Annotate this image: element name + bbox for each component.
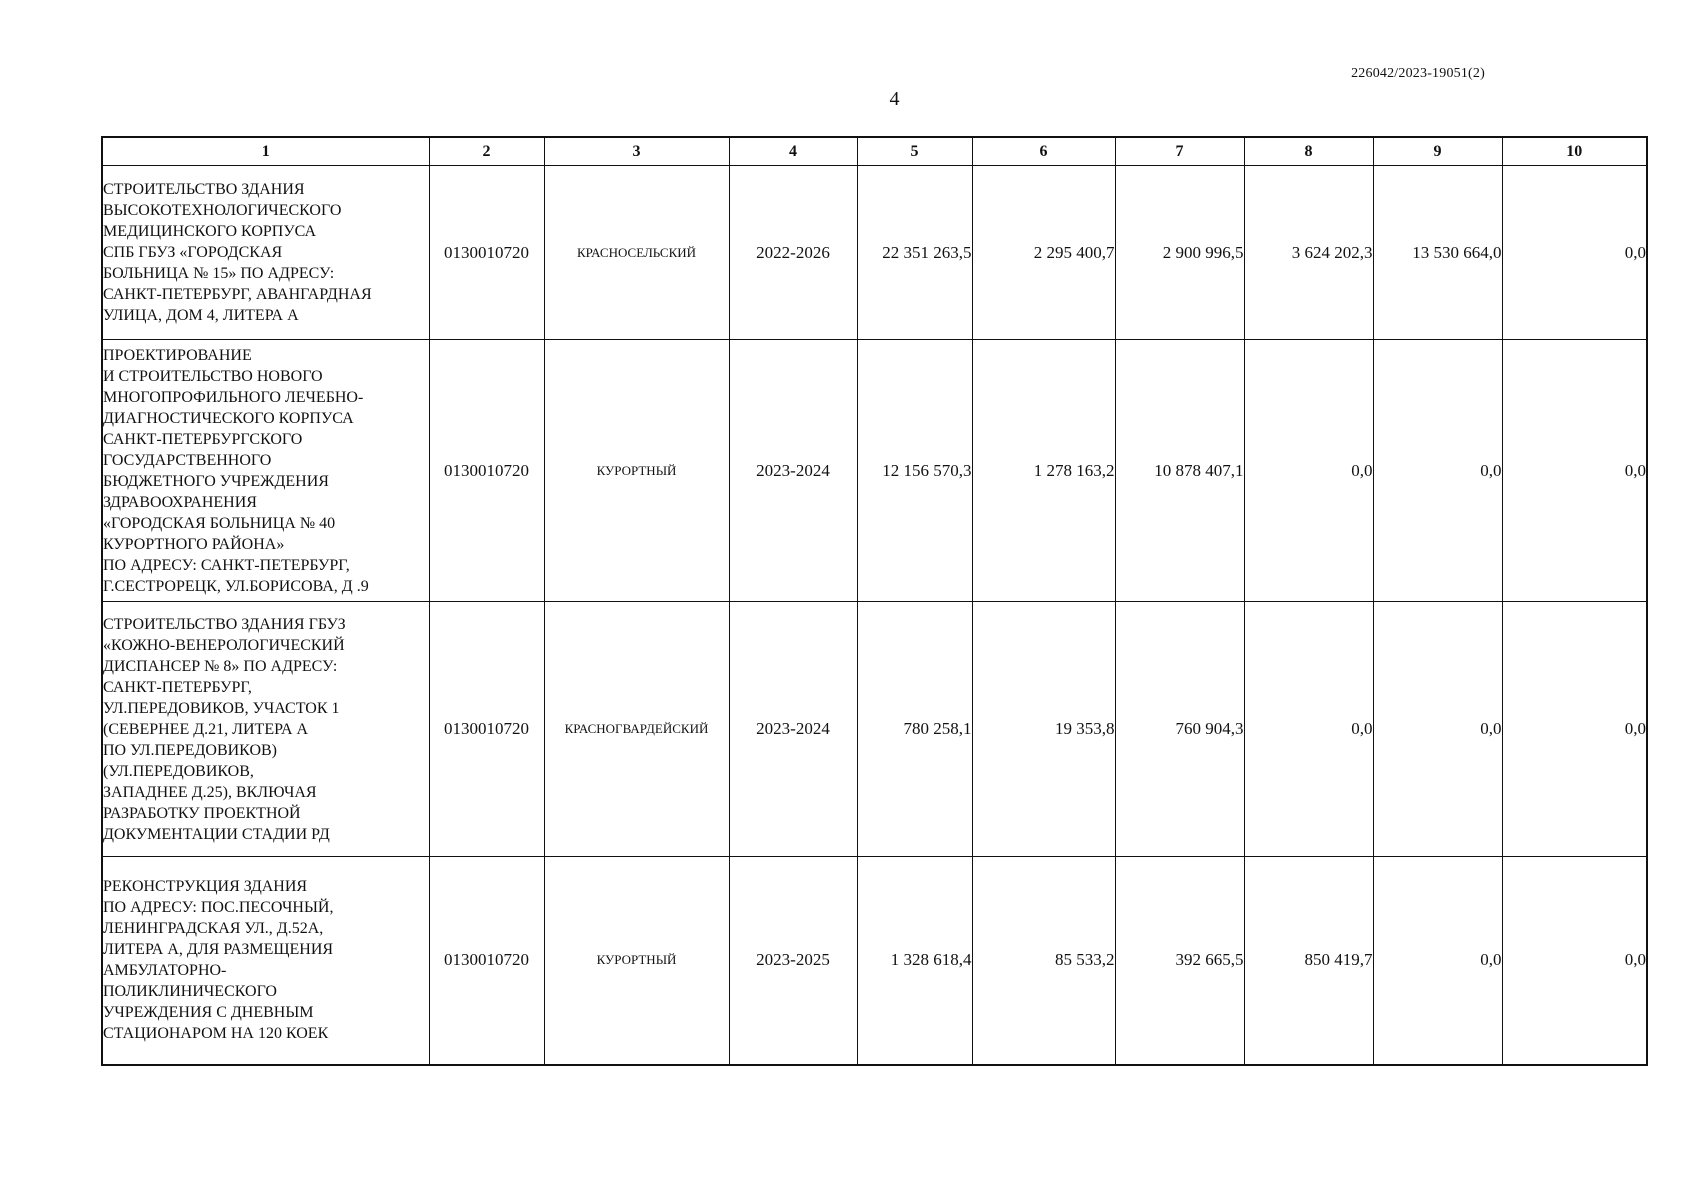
column-number: 2 [429,137,544,166]
object-name-line: САНКТ-ПЕТЕРБУРГСКОГО [103,430,303,448]
column-number: 1 [102,137,429,166]
object-name-line: САНКТ-ПЕТЕРБУРГ, АВАНГАРДНАЯ [103,286,372,303]
object-name-line: УЧРЕЖДЕНИЯ С ДНЕВНЫМ [103,1004,314,1022]
object-name-line: УЛ.ПЕРЕДОВИКОВ, УЧАСТОК 1 [103,699,340,717]
object-name-line: ЛЕНИНГРАДСКАЯ УЛ., Д.52А, [103,920,324,938]
object-name-line: «ГОРОДСКАЯ БОЛЬНИЦА № 40 [103,514,336,532]
table-row [102,166,1647,340]
object-name-line: СТРОИТЕЛЬСТВО ЗДАНИЯ ГБУЗ [103,615,346,633]
object-name-line: БЮДЖЕТНОГО УЧРЕЖДЕНИЯ [103,472,329,490]
object-name-line: ПО УЛ.ПЕРЕДОВИКОВ) [103,741,278,759]
amount-cell: 0,0 [1502,857,1647,1065]
amount-cell: 10 878 407,1 [1115,340,1244,602]
amount-cell: 2 295 400,7 [972,166,1115,340]
amount-cell: 85 533,2 [972,857,1115,1065]
object-name-cell [102,166,429,340]
object-name-line: ГОСУДАРСТВЕННОГО [103,451,272,469]
column-number: 3 [544,137,729,166]
object-name-line: РАЗРАБОТКУ ПРОЕКТНОЙ [103,804,301,822]
amount-cell: 19 353,8 [972,602,1115,857]
object-name-line: Г.СЕСТРОРЕЦК, УЛ.БОРИСОВА, Д .9 [103,577,369,595]
amount-cell: 0,0 [1244,602,1373,857]
object-name-line: ПО АДРЕСУ: ПОС.ПЕСОЧНЫЙ, [103,899,334,917]
amount-cell: 12 156 570,3 [857,340,972,602]
column-number-row [102,137,1647,166]
district-cell: КРАСНОСЕЛЬСКИЙ [544,166,729,340]
column-number: 4 [729,137,857,166]
object-name-line: ДОКУМЕНТАЦИИ СТАДИИ РД [103,825,330,843]
period-cell: 2023-2024 [729,340,857,602]
column-number: 8 [1244,137,1373,166]
amount-cell: 392 665,5 [1115,857,1244,1065]
column-number: 5 [857,137,972,166]
table-row [102,857,1647,1065]
object-name-line: УЛИЦА, ДОМ 4, ЛИТЕРА А [103,307,299,324]
object-name-line: САНКТ-ПЕТЕРБУРГ, [103,678,252,696]
amount-cell: 780 258,1 [857,602,972,857]
object-name-line: СТРОИТЕЛЬСТВО ЗДАНИЯ [103,181,305,198]
object-name-line: ДИСПАНСЕР № 8» ПО АДРЕСУ: [103,657,338,675]
period-cell: 2022-2026 [729,166,857,340]
document-number: 226042/2023-19051(2) [1351,66,1485,81]
object-name-line: МНОГОПРОФИЛЬНОГО ЛЕЧЕБНО- [103,388,364,406]
code-cell: 0130010720 [429,340,544,602]
column-number: 9 [1373,137,1502,166]
amount-cell: 3 624 202,3 [1244,166,1373,340]
period-cell: 2023-2025 [729,857,857,1065]
column-number: 7 [1115,137,1244,166]
object-name-line: ПО АДРЕСУ: САНКТ-ПЕТЕРБУРГ, [103,556,350,574]
amount-cell: 2 900 996,5 [1115,166,1244,340]
object-name-cell [102,602,429,857]
object-name-cell [102,857,429,1065]
amount-cell: 22 351 263,5 [857,166,972,340]
amount-cell: 0,0 [1373,340,1502,602]
amount-cell: 1 328 618,4 [857,857,972,1065]
amount-cell: 13 530 664,0 [1373,166,1502,340]
column-number: 6 [972,137,1115,166]
object-name-line: АМБУЛАТОРНО- [103,962,227,980]
page-number: 4 [889,88,900,110]
table-body [102,166,1647,1065]
object-name-line: БОЛЬНИЦА № 15» ПО АДРЕСУ: [103,265,335,282]
table-row [102,602,1647,857]
code-cell: 0130010720 [429,166,544,340]
period-cell: 2023-2024 [729,602,857,857]
table-row [102,340,1647,602]
amount-cell: 0,0 [1502,166,1647,340]
object-name-line: (СЕВЕРНЕЕ Д.21, ЛИТЕРА А [103,720,309,738]
code-cell: 0130010720 [429,602,544,857]
amount-cell: 850 419,7 [1244,857,1373,1065]
district-cell: КУРОРТНЫЙ [544,340,729,602]
object-name-line: СТАЦИОНАРОМ НА 120 КОЕК [103,1025,329,1043]
amount-cell: 0,0 [1373,602,1502,857]
amount-cell: 760 904,3 [1115,602,1244,857]
amount-cell: 0,0 [1244,340,1373,602]
object-name-line: И СТРОИТЕЛЬСТВО НОВОГО [103,367,323,385]
amount-cell: 0,0 [1373,857,1502,1065]
object-name-line: ЗДРАВООХРАНЕНИЯ [103,493,257,511]
object-name-line: РЕКОНСТРУКЦИЯ ЗДАНИЯ [103,878,308,896]
column-number: 10 [1502,137,1647,166]
object-name-line: ЛИТЕРА А, ДЛЯ РАЗМЕЩЕНИЯ [103,941,334,959]
amount-cell: 0,0 [1502,340,1647,602]
object-name-line: «КОЖНО-ВЕНЕРОЛОГИЧЕСКИЙ [103,636,345,654]
investment-table [101,136,1648,1066]
object-name-line: ВЫСОКОТЕХНОЛОГИЧЕСКОГО [103,202,342,219]
object-name-line: ПОЛИКЛИНИЧЕСКОГО [103,983,277,1001]
object-name-line: (УЛ.ПЕРЕДОВИКОВ, [103,762,254,780]
code-cell: 0130010720 [429,857,544,1065]
district-cell: КРАСНОГВАРДЕЙСКИЙ [544,602,729,857]
object-name-line: ДИАГНОСТИЧЕСКОГО КОРПУСА [103,409,354,427]
object-name-line: ПРОЕКТИРОВАНИЕ [103,346,252,364]
amount-cell: 1 278 163,2 [972,340,1115,602]
object-name-cell [102,340,429,602]
object-name-line: КУРОРТНОГО РАЙОНА» [103,535,285,553]
object-name-line: СПБ ГБУЗ «ГОРОДСКАЯ [103,244,283,261]
amount-cell: 0,0 [1502,602,1647,857]
object-name-line: ЗАПАДНЕЕ Д.25), ВКЛЮЧАЯ [103,783,317,801]
object-name-line: МЕДИЦИНСКОГО КОРПУСА [103,223,317,240]
district-cell: КУРОРТНЫЙ [544,857,729,1065]
